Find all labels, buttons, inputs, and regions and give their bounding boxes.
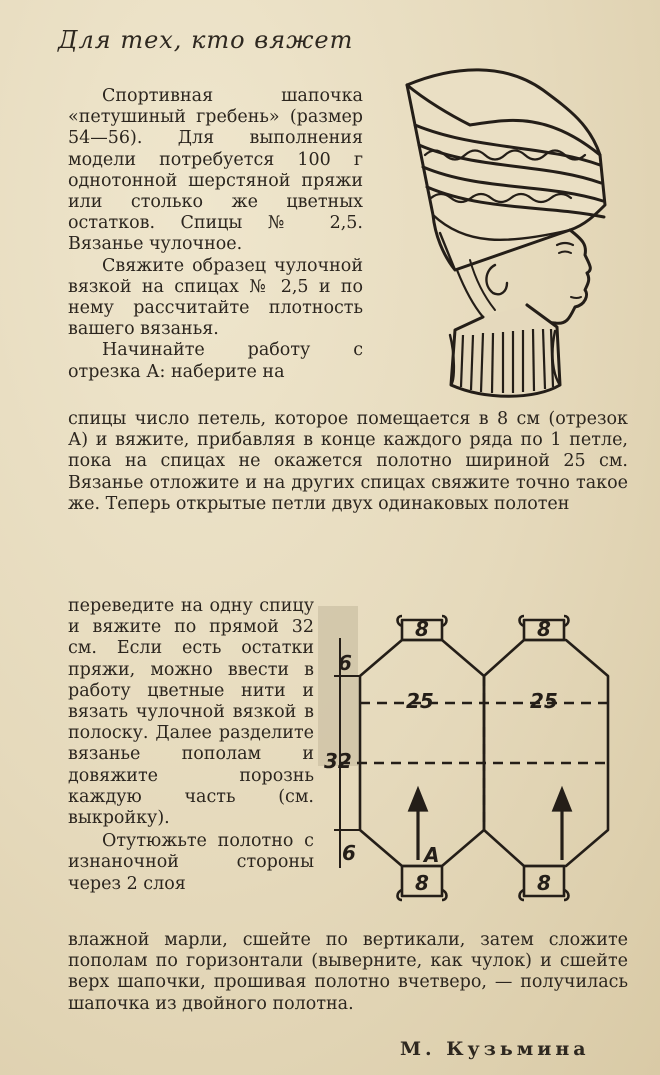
pattern-label-side-top: 6	[338, 651, 352, 675]
pattern-label-height: 32	[324, 749, 352, 773]
paragraph-gauge: Свяжите образец чулочной вязкой на спицах № 2,5 и по нему рассчитайте плотность вашего вязанья.	[68, 255, 363, 340]
pattern-label-side-bottom: 6	[342, 841, 356, 865]
section-heading: Для тех, кто вяжет	[58, 26, 354, 54]
pattern-label-bottom-left: 8	[415, 871, 429, 895]
author-signature: М. Кузьмина	[400, 1038, 590, 1060]
paragraph-finishing-continued: влажной марли, сшейте по вертикали, затем сложите пополам по горизонтали (выверните, как чулок) и сшейте верх шапочки, прошивая полотно вчетверо, — получилась шапочка из двойного полотна.	[68, 930, 628, 1014]
intro-text-block	[68, 86, 363, 383]
knitting-pattern-diagram	[318, 598, 638, 916]
pattern-label-width-left: 25	[406, 689, 434, 713]
paragraph-start-continued: спицы число петель, которое помещается в 8 см (отрезок А) и вяжите, прибавляя в конце каждого ряда по 1 петле, пока на спицах не окажется полотно шириной 25 см. Вязанье отложите и на других спицах свяжите точно такое же. Теперь открытые петли двух одинаковых полотен	[68, 409, 628, 514]
pattern-label-width-right: 25	[530, 689, 558, 713]
pattern-label-bottom-right: 8	[537, 871, 551, 895]
pattern-label-segment-a: A	[424, 843, 440, 867]
paragraph-finishing: Отутюжьте полотно с изнаночной стороны через 2 слоя	[68, 831, 314, 894]
final-text-block	[68, 930, 628, 1015]
paragraph-straight-knitting: переведите на одну спицу и вяжите по прямой 32 см. Если есть остатки пряжи, можно ввести в работу цветные нити и вязать чулочной вязкой в полоску. Далее разделите вязанье пополам и довяжите порознь каждую часть (см. выкройку).	[68, 596, 314, 829]
narrow-text-block	[68, 596, 314, 895]
hat-illustration	[395, 55, 630, 425]
pattern-label-top-left: 8	[415, 617, 429, 641]
pattern-label-top-right: 8	[537, 617, 551, 641]
paragraph-start: Начинайте работу с отрезка А: наберите на	[68, 340, 363, 382]
paragraph-materials: Спортивная шапочка «петушиный гребень» (размер 54—56). Для выполнения модели потребуется 100 г однотонной шерстяной пряжи или столько же цветных остатков. Спицы № 2,5. Вязанье чулочное.	[68, 86, 363, 255]
